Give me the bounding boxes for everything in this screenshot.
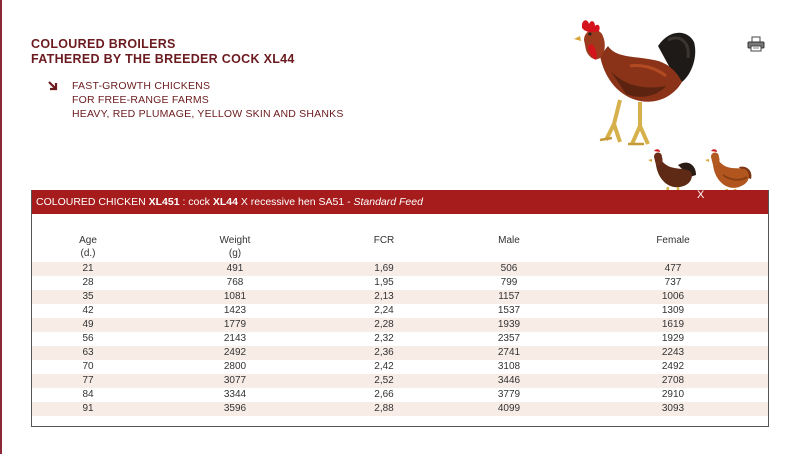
table-cell: 3077 [223,375,247,386]
table-cell: 4099 [497,403,521,414]
table-row [32,402,768,416]
column-header-weight [205,234,265,260]
column-age-unit: (d.) [80,248,96,259]
table-cell: 768 [226,277,244,288]
table-cell: 56 [82,333,94,344]
rooster-image [570,16,700,148]
table-cell: 2492 [223,347,247,358]
table-row [32,262,768,276]
cross-symbol: X [697,189,705,201]
table-row [32,360,768,374]
table-cell: 3596 [223,403,247,414]
feature-list [48,79,344,121]
table-cell: 2,88 [374,403,394,414]
column-header-age [67,234,109,260]
table-cell: 91 [82,403,94,414]
header-feed: Standard Feed [353,196,423,208]
table-cell: 1,95 [374,277,394,288]
table-row [32,388,768,402]
header-mid: : cock [179,196,213,208]
table-cell: 2,32 [374,333,394,344]
header-code: XL451 [148,196,180,208]
header-prefix: COLOURED CHICKEN [36,196,149,208]
table-cell: 2143 [223,333,247,344]
column-header-fcr [352,234,416,247]
table-cell: 1081 [223,291,247,302]
feature-item-1: FAST-GROWTH CHICKENS [72,80,211,92]
table-cell: 49 [82,319,94,330]
table-row [32,304,768,318]
table-cell: 1939 [497,319,521,330]
title-line-1: COLOURED BROILERS [31,37,176,51]
table-cell: 70 [82,361,94,372]
header-cock: XL44 [212,196,238,208]
table-cell: 2,28 [374,319,394,330]
feature-item-3: HEAVY, RED PLUMAGE, YELLOW SKIN AND SHANKS [72,108,344,120]
table-cell: 2,52 [374,375,394,386]
table-row [32,332,768,346]
table-cell: 1779 [223,319,247,330]
table-cell: 737 [664,277,682,288]
table-cell: 1537 [497,305,521,316]
table-cell: 35 [82,291,94,302]
table-cell: 2910 [661,389,685,400]
table-cell: 63 [82,347,94,358]
table-row [32,318,768,332]
table-body [32,262,768,416]
table-cell: 2,36 [374,347,394,358]
table-row [32,346,768,360]
table-cell: 77 [82,375,94,386]
table-cell: 28 [82,277,94,288]
table-cell: 799 [500,277,518,288]
table-cell: 1423 [223,305,247,316]
table-row [32,374,768,388]
table-cell: 2,42 [374,361,394,372]
table-cell: 1,69 [374,263,394,274]
table-cell: 2,24 [374,305,394,316]
table-cell: 3344 [223,389,247,400]
column-male-label: Male [498,235,520,246]
column-header-male [479,234,539,247]
table-cell: 2492 [661,361,685,372]
table-cell: 2243 [661,347,685,358]
table-cell: 2357 [497,333,521,344]
arrow-down-right-icon [47,80,59,92]
table-row [32,276,768,290]
table-cell: 84 [82,389,94,400]
table-cell: 477 [664,263,682,274]
column-weight-label: Weight [219,235,251,246]
table-cell: 1619 [661,319,685,330]
performance-table [31,190,769,427]
table-cell: 506 [500,263,518,274]
title-line-2: FATHERED BY THE BREEDER COCK XL44 [31,52,295,66]
table-cell: 3093 [661,403,685,414]
table-cell: 1309 [661,305,685,316]
column-age-label: Age [79,235,97,246]
column-fcr-label: FCR [373,235,395,246]
printer-icon[interactable] [747,36,765,52]
table-cell: 21 [82,263,94,274]
column-weight-unit: (g) [228,248,242,259]
feature-item-2: FOR FREE-RANGE FARMS [72,94,210,106]
table-cell: 3446 [497,375,521,386]
table-cell: 3779 [497,389,521,400]
table-cell: 42 [82,305,94,316]
table-cell: 3108 [497,361,521,372]
column-header-female [640,234,706,247]
table-cell: 2,13 [374,291,394,302]
table-cell: 1929 [661,333,685,344]
page-title [31,37,295,67]
table-cell: 491 [226,263,244,274]
table-cell: 2741 [497,347,521,358]
table-header-bar [32,190,768,214]
table-cell: 2800 [223,361,247,372]
header-rest: X recessive hen SA51 - [237,196,354,208]
table-cell: 1157 [498,291,520,302]
left-border-rule [0,0,2,454]
table-cell: 1006 [661,291,685,302]
table-cell: 2,66 [374,389,394,400]
table-row [32,290,768,304]
table-cell: 2708 [661,375,685,386]
column-female-label: Female [656,235,690,246]
